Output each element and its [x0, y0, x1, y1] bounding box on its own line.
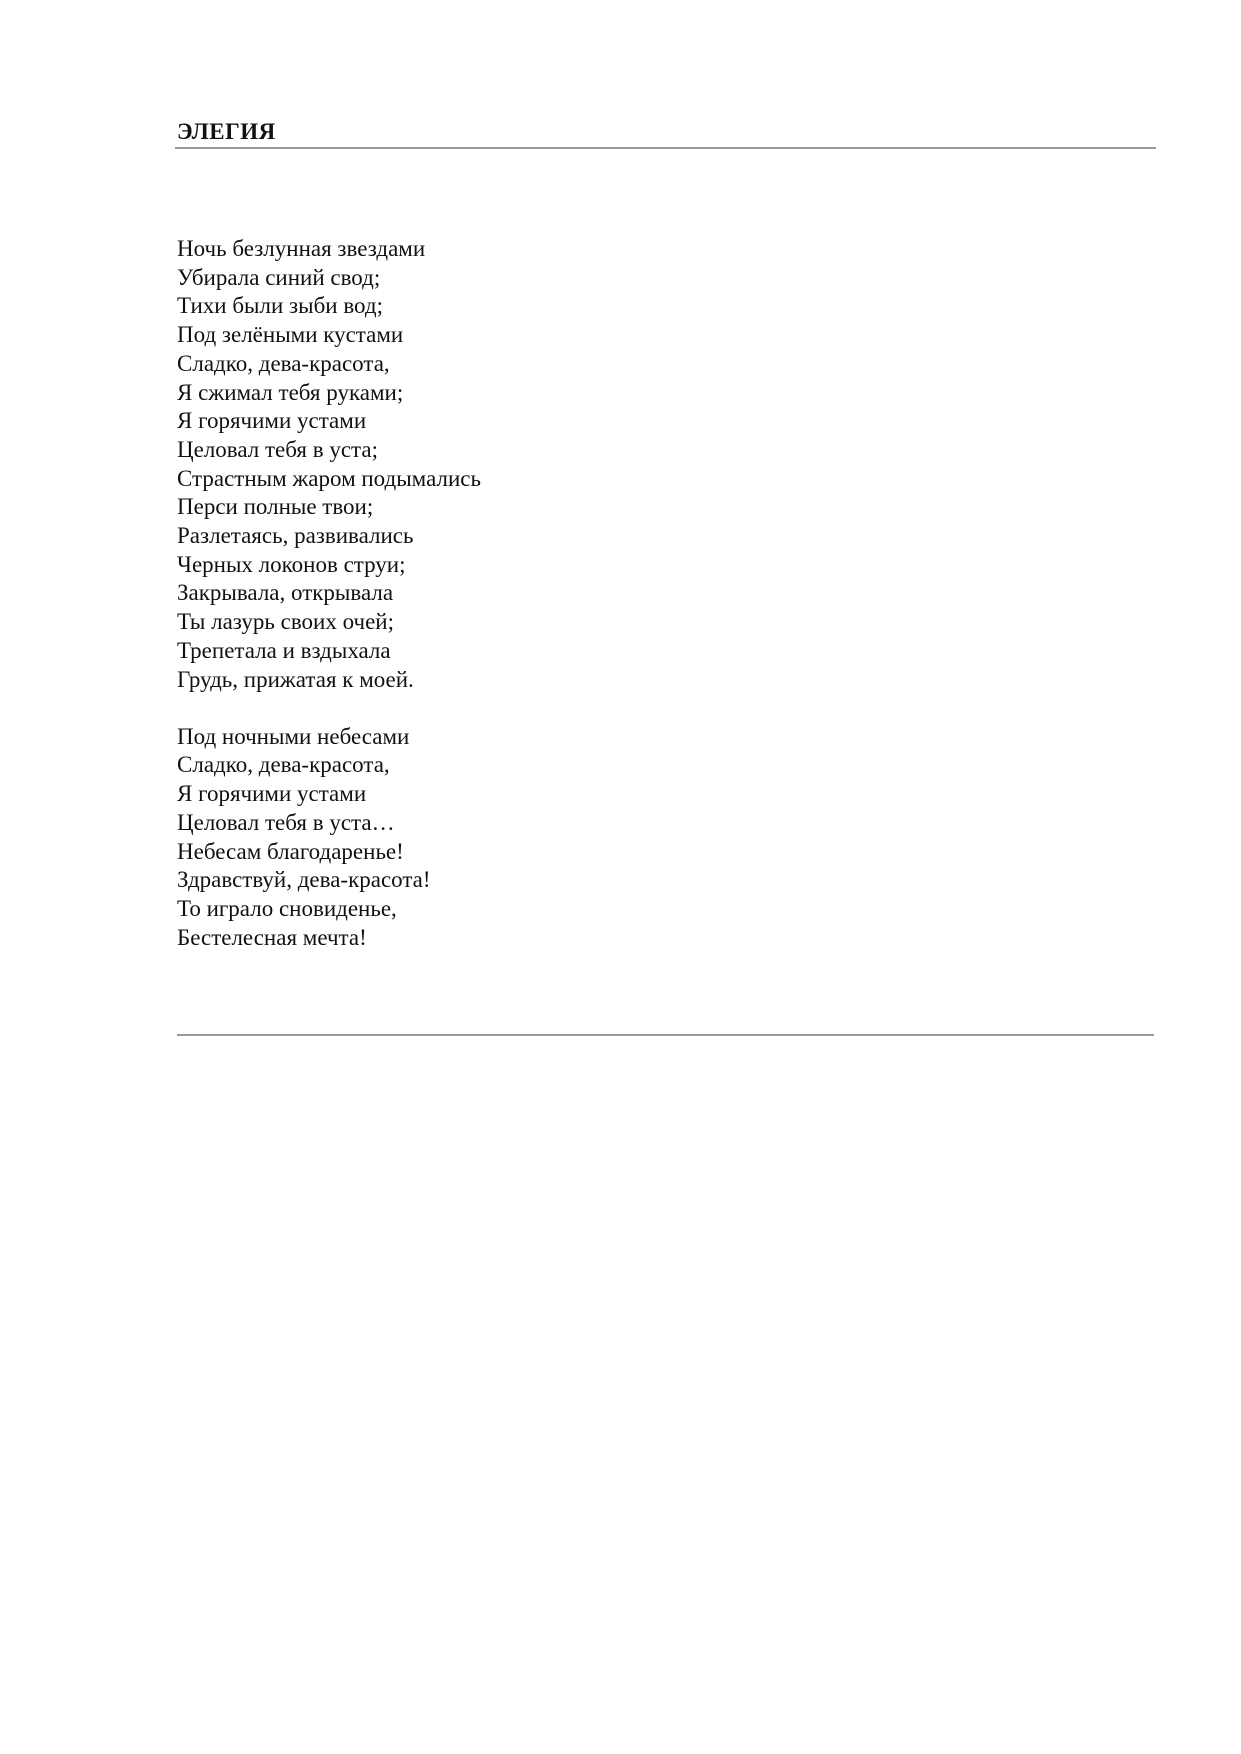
poem-line: Небесам благодаренье!	[177, 838, 404, 864]
poem-line: Здравствуй, дева-красота!	[177, 867, 431, 893]
poem-title: ЭЛЕГИЯ	[177, 119, 276, 144]
stanza-2	[177, 723, 1077, 953]
poem-line: Трепетала и вздыхала	[177, 637, 391, 663]
poem-line: Ты лазурь своих очей;	[177, 609, 394, 635]
poem-line: Тихи были зыби вод;	[177, 293, 383, 319]
footer-divider	[177, 1034, 1154, 1036]
poem-line: Сладко, дева-красота,	[177, 350, 390, 376]
poem-line: То играло сновиденье,	[177, 895, 397, 921]
poem-line: Под зелёными кустами	[177, 322, 404, 348]
poem-body	[177, 235, 1077, 981]
poem-line: Ночь безлунная звездами	[177, 236, 426, 261]
poem-line: Разлетаясь, развивались	[177, 523, 414, 549]
poem-line: Страстным жаром подымались	[177, 465, 481, 491]
poem-line: Под ночными небесами	[177, 723, 410, 749]
poem-line: Сладко, дева-красота,	[177, 752, 390, 778]
poem-line: Грудь, прижатая к моей.	[177, 666, 414, 692]
poem-line: Убирала синий свод;	[177, 264, 381, 290]
poem-line: Закрывала, открывала	[177, 580, 394, 606]
stanza-1	[177, 235, 1077, 694]
poem-line: Целовал тебя в уста…	[177, 809, 395, 835]
poem-line: Целовал тебя в уста;	[177, 436, 378, 462]
poem-line: Бестелесная мечта!	[177, 924, 367, 950]
poem-line: Перси полные твои;	[177, 494, 374, 520]
poem-line: Черных локонов струи;	[177, 551, 406, 577]
poem-line: Я горячими устами	[177, 408, 367, 434]
poem-line: Я сжимал тебя руками;	[177, 379, 404, 405]
poem-line: Я горячими устами	[177, 781, 367, 807]
title-divider	[175, 147, 1156, 149]
